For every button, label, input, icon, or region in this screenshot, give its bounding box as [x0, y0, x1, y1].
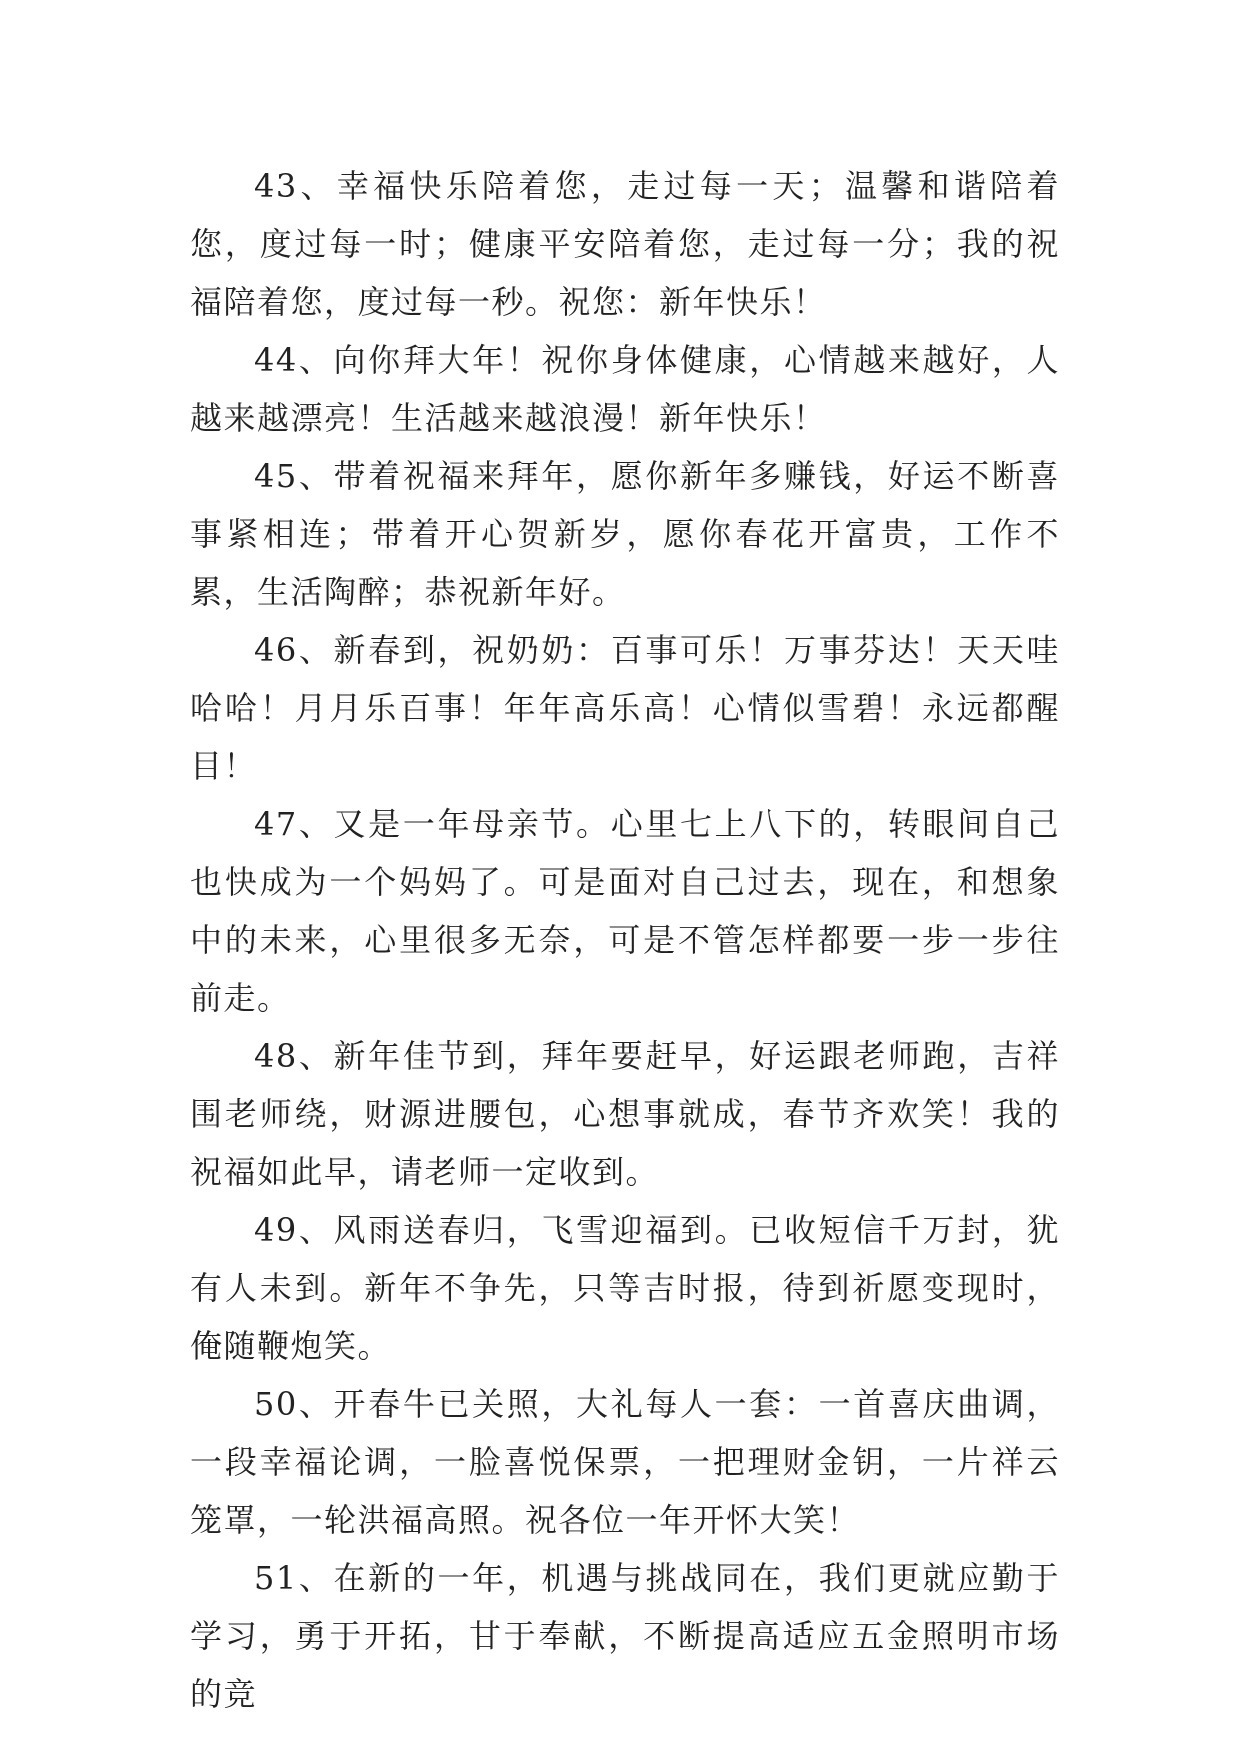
paragraph-50: 50、开春牛已关照，大礼每人一套：一首喜庆曲调，一段幸福论调，一脸喜悦保票，一把理财金钥，一片祥云笼罩，一轮洪福高照。祝各位一年开怀大笑！	[190, 1385, 1060, 1539]
document-body	[190, 157, 1060, 1723]
paragraph-51: 51、在新的一年，机遇与挑战同在，我们更就应勤于学习，勇于开拓，甘于奉献，不断提高适应五金照明市场的竞	[190, 1559, 1060, 1713]
paragraph-46: 46、新春到，祝奶奶：百事可乐！万事芬达！天天哇哈哈！月月乐百事！年年高乐高！心情似雪碧！永远都醒目！	[190, 631, 1060, 785]
paragraph-43: 43、幸福快乐陪着您，走过每一天；温馨和谐陪着您，度过每一时；健康平安陪着您，走过每一分；我的祝福陪着您，度过每一秒。祝您：新年快乐！	[190, 167, 1060, 321]
paragraph-44: 44、向你拜大年！祝你身体健康，心情越来越好，人越来越漂亮！生活越来越浪漫！新年快乐！	[190, 341, 1060, 437]
paragraph-49: 49、风雨送春归，飞雪迎福到。已收短信千万封，犹有人未到。新年不争先，只等吉时报，待到祈愿变现时，俺随鞭炮笑。	[190, 1211, 1060, 1365]
paragraph-47: 47、又是一年母亲节。心里七上八下的，转眼间自己也快成为一个妈妈了。可是面对自己过去，现在，和想象中的未来，心里很多无奈，可是不管怎样都要一步一步往前走。	[190, 805, 1060, 1017]
paragraph-45: 45、带着祝福来拜年，愿你新年多赚钱，好运不断喜事紧相连；带着开心贺新岁，愿你春花开富贵，工作不累，生活陶醉；恭祝新年好。	[190, 457, 1060, 611]
paragraph-48: 48、新年佳节到，拜年要赶早，好运跟老师跑，吉祥围老师绕，财源进腰包，心想事就成，春节齐欢笑！我的祝福如此早，请老师一定收到。	[190, 1037, 1060, 1191]
